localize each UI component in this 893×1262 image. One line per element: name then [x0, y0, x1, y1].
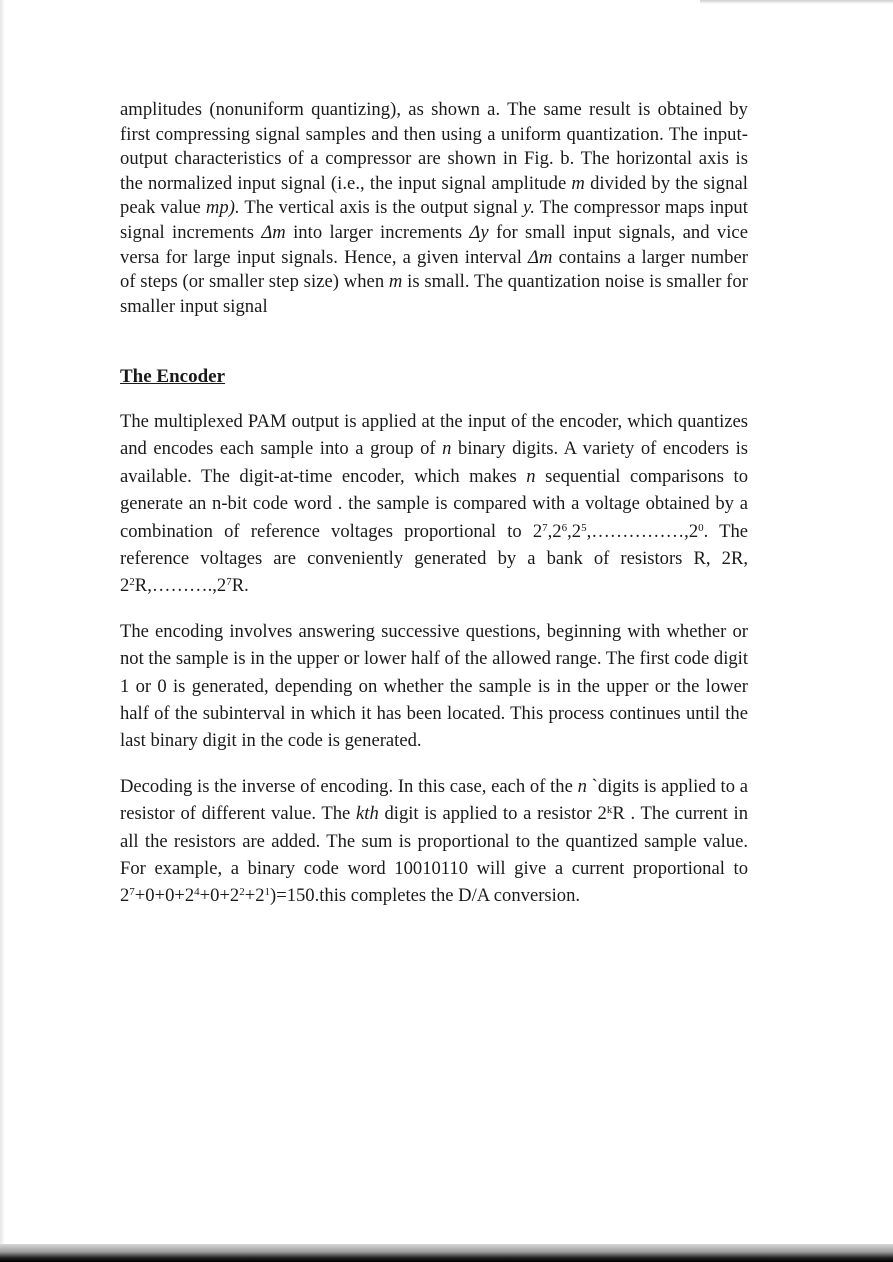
paragraph-decoding: Decoding is the inverse of encoding. In this case, each of the n `digits is applied to a resistor of different value. The kth digit is applied to a resistor 2$^k$R . The current in all the resistors are added. The sum is proportional to the quantized sample value. For example, a binary code word 10010110 will give a current proportional to $2^7+0+0+2^4+0+2^2+2^1)=150.this$ completes the D/A conversion.: [120, 775, 749, 907]
section-heading-encoder: The Encoder: [120, 366, 226, 388]
scan-edge-left: [0, 0, 5, 1262]
paragraph-encoder-description: The multiplexed PAM output is applied at the input of the encoder, which quantizes and encodes each sample into a group of n binary digits. A variety of encoders is available. The digit-at-time encoder, which makes n sequential comparisons to generate an n-bit code word . the sample is compared with a voltage obtained by a combination of reference voltages proportional to $2^7,2^6,2^5,\dots\dots\dots\dots\dots,2^0$. The reference voltages are conveniently generated by a bank of resistors R, 2R, $2^2R,\dots\dots\dots.,2^7R$.: [120, 410, 749, 597]
paragraph-encoding-process: The encoding involves answering successive questions, beginning with whether or not the sample is in the upper or lower half of the allowed range. The first code digit 1 or 0 is generated, depending on whether the sample is in the upper or the lower half of the subinterval in which it has been located. This process continues until the last binary digit in the code is generated.: [120, 620, 748, 752]
scan-edge-bottom: [0, 1244, 893, 1262]
document-page: [120, 98, 748, 910]
paragraph-nonuniform-quantizing: amplitudes (nonuniform quantizing), as shown a. The same result is obtained by first compressing signal samples and then using a uniform quantization. The input-output characteristics of a compressor are shown in Fig. b. The horizontal axis is the normalized input signal (i.e., the input signal amplitude m divided by the signal peak value mp). The vertical axis is the output signal y. The compressor maps input signal increments Δm into larger increments Δy for small input signals, and vice versa for large input signals. Hence, a given interval Δm contains a larger number of steps (or smaller step size) when m is small. The quantization noise is smaller for smaller input signal: [120, 99, 749, 317]
scan-edge-top: [700, 0, 893, 4]
